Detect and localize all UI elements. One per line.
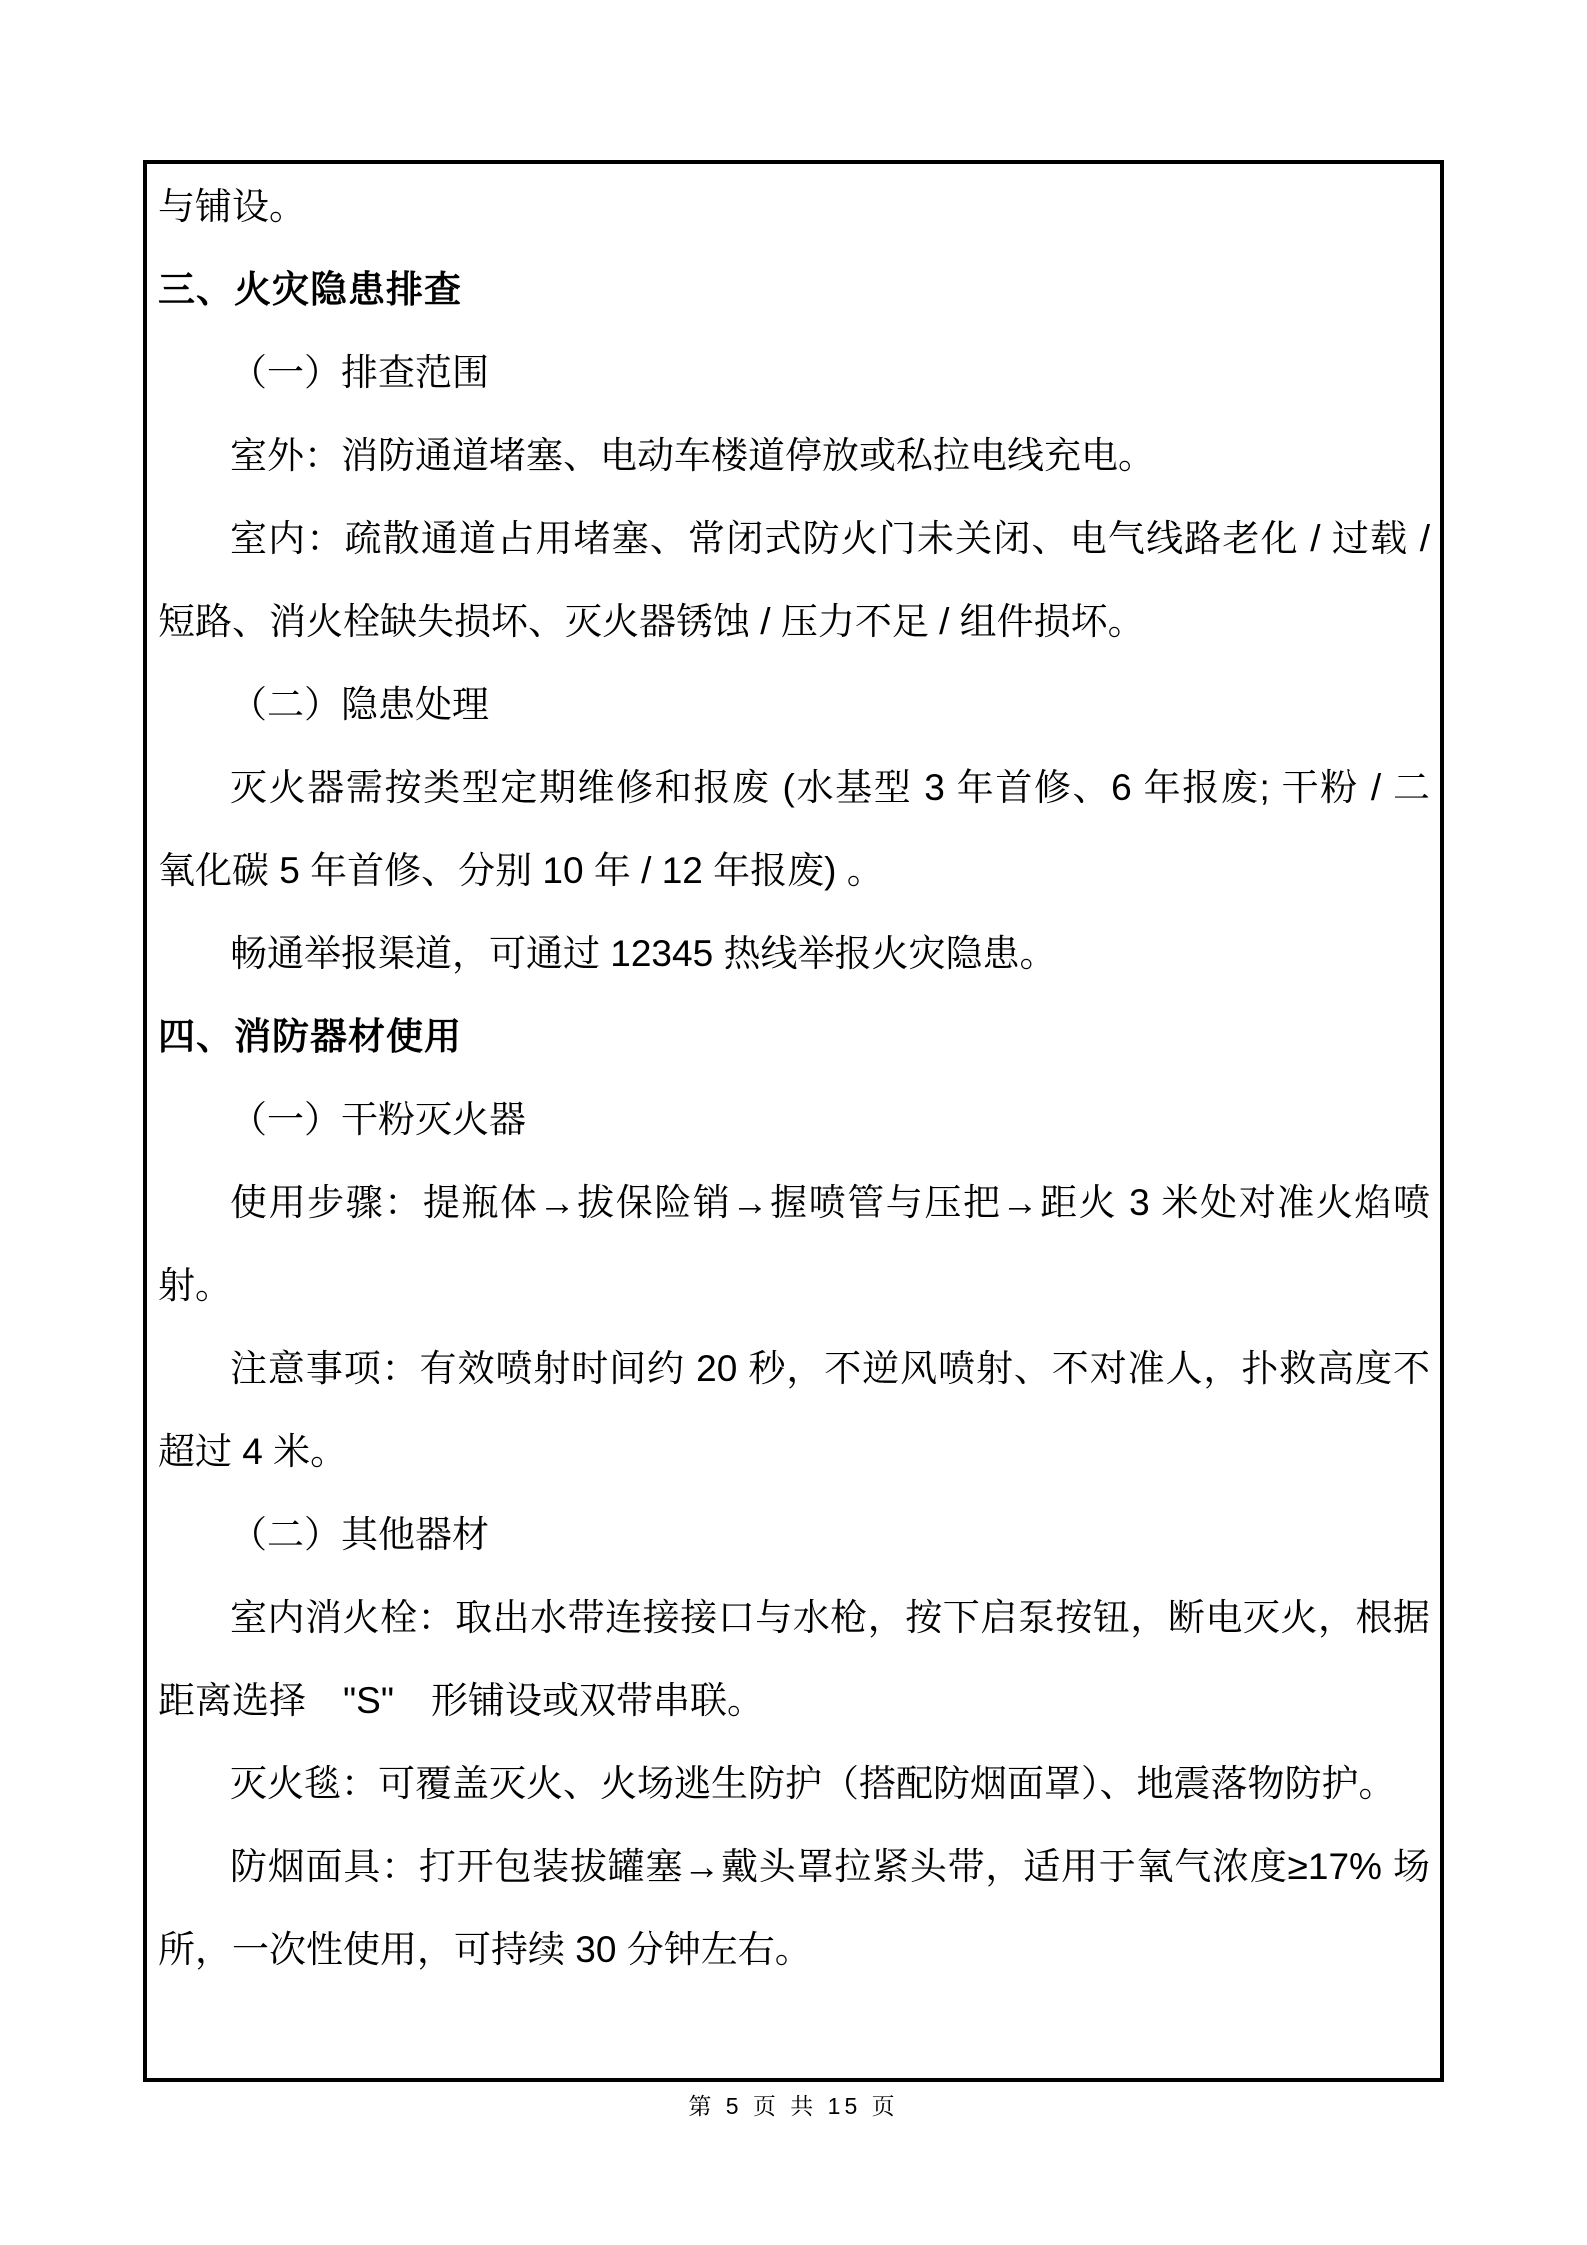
body-line: 防烟面具：打开包装拔罐塞→戴头罩拉紧头带，适用于氧气浓度≥17% 场	[230, 1846, 1430, 1887]
body-line: 注意事项：有效喷射时间约 20 秒，不逆风喷射、不对准人，扑救高度不	[230, 1348, 1430, 1389]
content-border-box	[143, 160, 1444, 2082]
body-line-continuation: 与铺设。	[158, 186, 306, 227]
body-line: 室内：疏散通道占用堵塞、常闭式防火门未关闭、电气线路老化 / 过载 /	[230, 518, 1430, 559]
section-heading-3: 三、火灾隐患排查	[158, 269, 462, 310]
body-line: 距离选择 "S" 形铺设或双带串联。	[158, 1680, 764, 1721]
body-line: 灭火毯：可覆盖灭火、火场逃生防护（搭配防烟面罩）、地震落物防护。	[230, 1763, 1396, 1804]
body-line: 短路、消火栓缺失损坏、灭火器锈蚀 / 压力不足 / 组件损坏。	[158, 601, 1145, 642]
section-heading-4: 四、消防器材使用	[158, 1016, 462, 1057]
body-line: 射。	[158, 1265, 232, 1306]
subsection-heading: （一）干粉灭火器	[230, 1099, 526, 1140]
body-line: 超过 4 米。	[158, 1431, 348, 1472]
body-line: 灭火器需按类型定期维修和报废 (水基型 3 年首修、6 年报废; 干粉 / 二	[230, 767, 1430, 808]
page-number-footer: 第 5 页 共 15 页	[688, 2093, 899, 2119]
subsection-heading: （二）其他器材	[230, 1514, 489, 1555]
body-line: 氧化碳 5 年首修、分别 10 年 / 12 年报废) 。	[158, 850, 884, 891]
subsection-heading: （二）隐患处理	[230, 684, 489, 725]
body-line: 使用步骤：提瓶体→拔保险销→握喷管与压把→距火 3 米处对准火焰喷	[230, 1182, 1430, 1223]
body-line: 室内消火栓：取出水带连接接口与水枪，按下启泵按钮，断电灭火，根据	[230, 1597, 1430, 1638]
body-line: 所，一次性使用，可持续 30 分钟左右。	[158, 1929, 812, 1970]
subsection-heading: （一）排查范围	[230, 352, 489, 393]
body-line: 畅通举报渠道，可通过 12345 热线举报火灾隐患。	[230, 933, 1057, 974]
body-line: 室外：消防通道堵塞、电动车楼道停放或私拉电线充电。	[230, 435, 1155, 476]
